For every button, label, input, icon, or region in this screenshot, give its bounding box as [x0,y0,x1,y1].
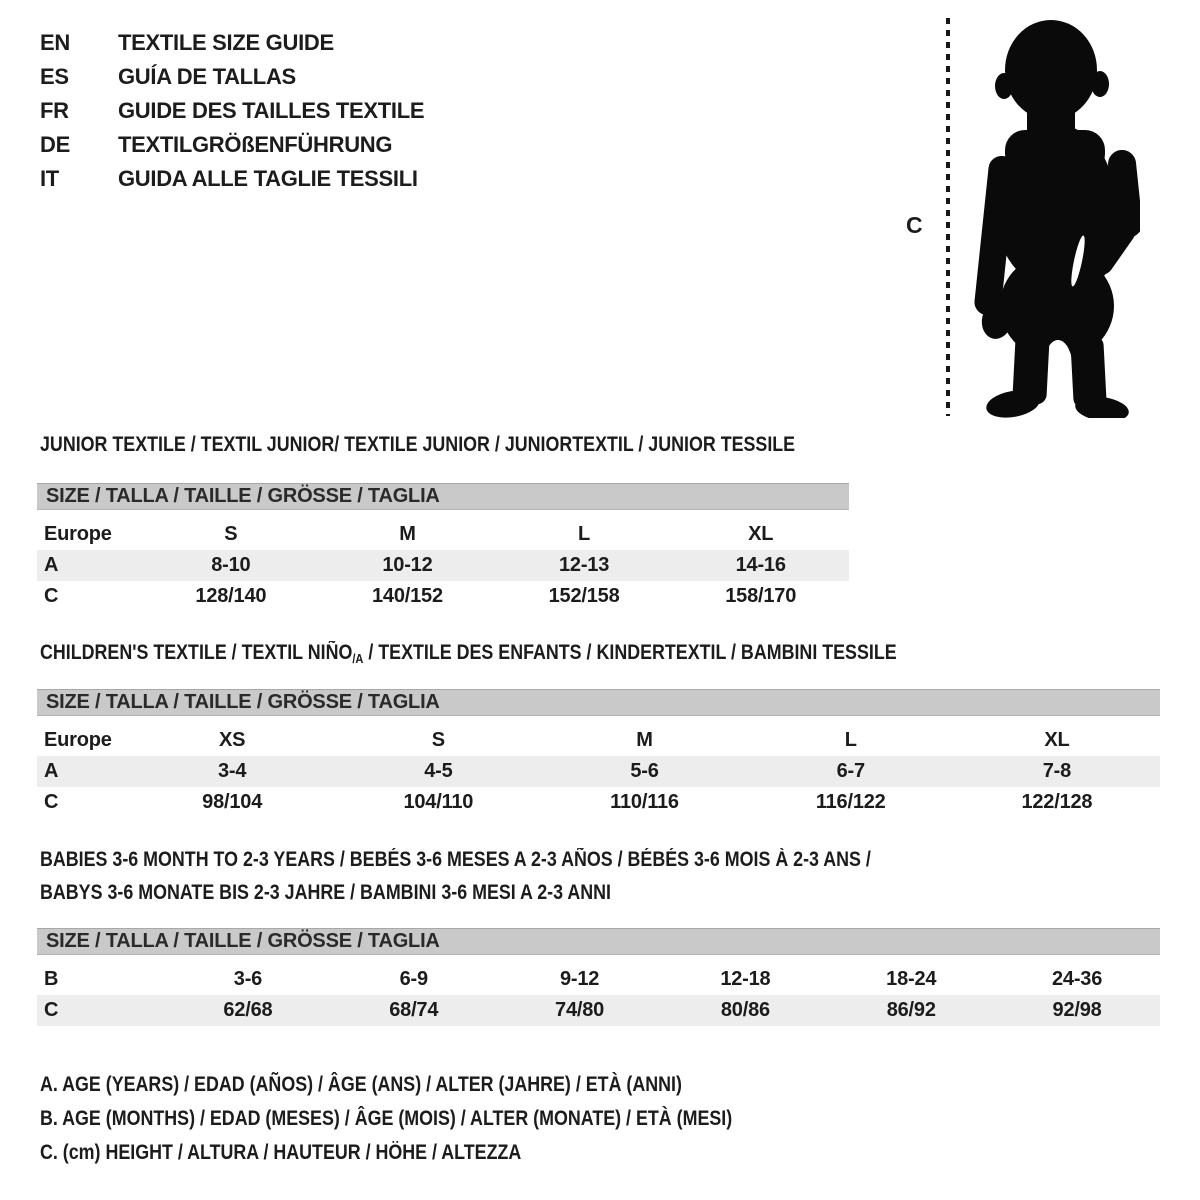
table-row: Europe S M L XL [44,523,774,545]
measure-c-label: C [906,212,923,238]
lang-title: GUIDA ALLE TAGLIE TESSILI [118,166,418,191]
lang-code: ES [40,64,69,89]
lang-title: TEXTILGRÖßENFÜHRUNG [118,132,393,157]
table-row: Europe XS S M L XL [44,729,1070,751]
lang-title: GUIDE DES TAILLES TEXTILE [118,98,425,123]
lang-title: TEXTILE SIZE GUIDE [118,30,334,55]
babies-size-table [37,928,1160,1026]
legend-line-a: A. AGE (YEARS) / EDAD (AÑOS) / ÂGE (ANS) / ALTER (JAHRE) / ETÀ (ANNI) [40,1073,682,1096]
table-row: C 62/68 68/74 74/80 80/86 86/92 92/98 [37,995,1160,1026]
size-header-band: SIZE / TALLA / TAILLE / GRÖSSE / TAGLIA [37,689,1160,716]
table-row: A 8-10 10-12 12-13 14-16 [37,550,849,581]
table-row: C 98/104 104/110 110/116 116/122 122/128 [44,791,1093,813]
toddler-silhouette-icon [960,14,1140,418]
lang-code: DE [40,132,70,157]
babies-section-title-line1: BABIES 3-6 MONTH TO 2-3 YEARS / BEBÉS 3-6 MESES A 2-3 AÑOS / BÉBÉS 3-6 MOIS À 2-3 ANS / [40,848,871,871]
measurement-legend [40,1068,854,1170]
lang-row-it [40,162,424,196]
size-header-band: SIZE / TALLA / TAILLE / GRÖSSE / TAGLIA [37,483,849,510]
lang-title: GUÍA DE TALLAS [118,64,296,89]
lang-code: FR [40,98,69,123]
height-measure-dashed-line [946,18,950,416]
size-header-band: SIZE / TALLA / TAILLE / GRÖSSE / TAGLIA [37,928,1160,955]
children-size-table [37,689,1160,818]
lang-row-fr [40,94,424,128]
junior-size-table [37,483,849,612]
babies-section-title-line2: BABYS 3-6 MONATE BIS 2-3 JAHRE / BAMBINI 3-6 MESI A 2-3 ANNI [40,881,611,904]
lang-code: EN [40,30,70,55]
lang-row-es [40,60,424,94]
table-row: A 3-4 4-5 5-6 6-7 7-8 [37,756,1160,787]
lang-row-en [40,26,424,60]
junior-section-title: JUNIOR TEXTILE / TEXTIL JUNIOR/ TEXTILE JUNIOR / JUNIORTEXTIL / JUNIOR TESSILE [40,433,796,456]
table-row: C 128/140 140/152 152/158 158/170 [44,585,797,607]
lang-row-de [40,128,424,162]
legend-line-c: C. (cm) HEIGHT / ALTURA / HAUTEUR / HÖHE / ALTEZZA [40,1141,522,1164]
table-row: B 3-6 6-9 9-12 12-18 18-24 24-36 [44,968,1103,990]
legend-line-b: B. AGE (MONTHS) / EDAD (MESES) / ÂGE (MOIS) / ALTER (MONATE) / ETÀ (MESI) [40,1107,733,1130]
lang-code: IT [40,166,59,191]
children-section-title: CHILDREN'S TEXTILE / TEXTIL $NIÑO_{/A}$ / TEXTILE DES ENFANTS / KINDERTEXTIL / BAMBINI TESSILE [40,641,897,666]
language-title-list [40,26,424,196]
